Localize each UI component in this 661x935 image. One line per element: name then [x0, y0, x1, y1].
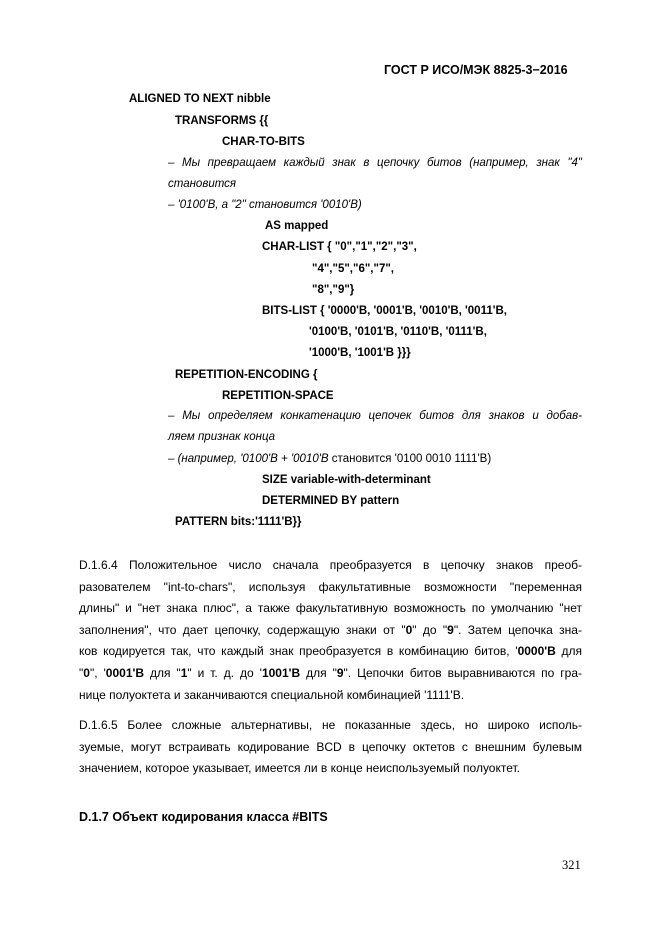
code-line-bits-list-2: '0100'B, '0101'B, '0110'B, '0111'B,	[309, 326, 487, 338]
text-run: ". Затем цепочка зна-	[453, 622, 582, 637]
text-run: "	[79, 665, 84, 680]
text-run: " и т. д. до '	[187, 665, 262, 680]
code-line-char-list-3: "8","9"}	[312, 284, 355, 296]
paragraph-line	[79, 620, 582, 642]
text-run: " до "	[412, 622, 448, 637]
code-line-char-list-1: CHAR-LIST { "0","1","2","3",	[262, 241, 417, 253]
text-run-bold: 9	[336, 665, 344, 680]
text-run-bold: 0001'B	[105, 665, 145, 680]
code-line-transforms: TRANSFORMS {{	[175, 115, 269, 127]
code-line-as-mapped: AS mapped	[265, 220, 329, 232]
text-run: заполнения", что дает цепочку, содержащую знаки от "	[79, 622, 406, 637]
comment-plain-part: становится '0100 0010 1111'B)	[328, 453, 492, 465]
code-line-bits-list-1: BITS-LIST { '0000'B, '0001'B, '0010'B, '0011'B,	[262, 305, 507, 317]
code-comment-1	[168, 153, 582, 216]
section-heading: D.1.7 Объект кодирования класса #BITS	[79, 810, 328, 824]
code-line-determined: DETERMINED BY pattern	[262, 495, 400, 507]
comment-italic-part: – (например, '0100'B + '0010'B	[168, 453, 329, 465]
code-line-char-list-2: "4","5","6","7",	[312, 263, 394, 275]
paragraph-d165	[79, 715, 582, 780]
text-run-bold: 9	[447, 622, 454, 637]
paragraph-line	[79, 555, 582, 577]
paragraph-d164	[79, 555, 582, 706]
text-run-bold: 0	[83, 665, 90, 680]
text-run-bold: 1	[180, 665, 188, 680]
code-comment-2	[168, 406, 582, 448]
paragraph-line: разователем "int-to-chars", используя факультативные возможности "переменная	[79, 579, 582, 594]
code-line-repetition-encoding: REPETITION-ENCODING {	[175, 369, 318, 381]
paragraph-line	[79, 641, 582, 663]
comment-line: – Мы превращаем каждый знак в цепочку битов (например, знак "4"	[168, 157, 582, 169]
paragraph-line: D.1.6.5 Более сложные альтернативы, не показанные здесь, но широко исполь-	[79, 718, 582, 732]
text-run-bold: 0	[405, 622, 413, 637]
code-line-aligned: ALIGNED TO NEXT nibble	[129, 93, 271, 105]
code-line-bits-list-3: '1000'B, '1001'B }}}	[309, 347, 411, 359]
paragraph-line: длины" и "нет знака плюс", а также факультативную возможность по умолчанию "нет	[79, 601, 582, 616]
code-line-pattern: PATTERN bits:'1111'B}}	[175, 516, 302, 528]
text-run: D.1.6.4 Положительное число сначала преобразуется в цепочку знаков преоб-	[79, 558, 582, 572]
code-line-char-to-bits: CHAR-TO-BITS	[222, 136, 305, 148]
text-run-bold: 1001'B	[261, 665, 301, 680]
text-run: ков кодируется так, что каждый знак преобразуется в комбинацию битов, '	[79, 644, 518, 659]
comment-line: становится	[168, 178, 237, 190]
text-run: для "	[144, 665, 181, 680]
text-run: для	[555, 644, 582, 659]
text-run: для "	[300, 665, 337, 680]
paragraph-line	[79, 663, 582, 685]
paragraph-line: значением, которое указывает, имеется ли в конце неиспользуемый полуоктет.	[79, 761, 520, 776]
document-standard-header: ГОСТ Р ИСО/МЭК 8825-3−2016	[384, 63, 568, 77]
code-comment-3	[168, 452, 491, 466]
paragraph-line: зуемые, могут встраивать кодирование BCD в цепочку октетов с внешним булевым	[79, 739, 582, 754]
paragraph-line: нице полуоктета и заканчиваются специальной комбинацией '1111'B.	[79, 687, 465, 702]
comment-line: – '0100'B, а "2" становится '0010'B)	[168, 199, 362, 211]
comment-line: ляем признак конца	[168, 431, 276, 443]
text-run: ". Цепочки битов выравниваются по гра-	[343, 665, 583, 680]
code-line-repetition-space: REPETITION-SPACE	[222, 390, 334, 402]
text-run: ", '	[89, 665, 106, 680]
code-line-size: SIZE variable-with-determinant	[262, 474, 431, 486]
page-number: 321	[562, 858, 581, 872]
comment-line: – Мы определяем конкатенацию цепочек битов для знаков и добав-	[168, 410, 582, 422]
text-run-bold: 0000'B	[517, 644, 556, 659]
